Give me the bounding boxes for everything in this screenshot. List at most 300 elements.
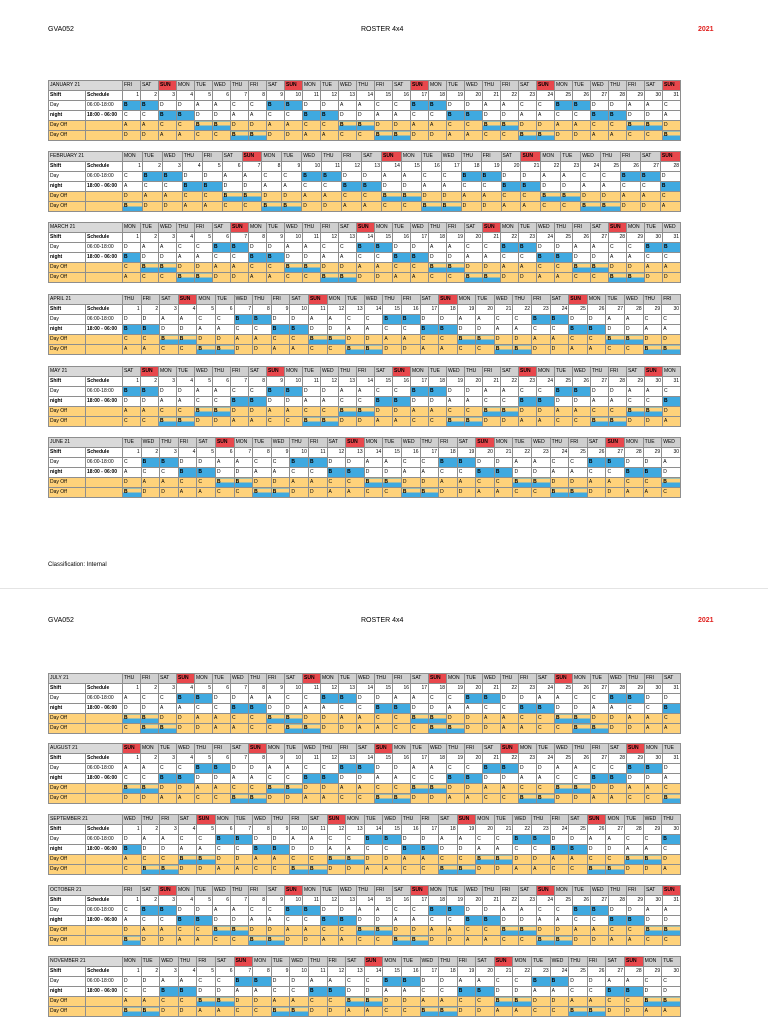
date-cell: 8 xyxy=(253,825,272,835)
row-label: night xyxy=(49,774,86,784)
crew-cell: B xyxy=(346,345,365,355)
crew-cell: D xyxy=(519,916,537,926)
classification-label: Classification: Internal xyxy=(48,562,107,568)
crew-cell: C xyxy=(308,855,327,865)
crew-cell: A xyxy=(195,253,213,263)
crew-cell: C xyxy=(222,202,242,212)
date-cell: 18 xyxy=(439,825,458,835)
weekday-cell: TUE xyxy=(346,295,365,305)
crew-cell: C xyxy=(285,774,303,784)
date-row xyxy=(49,91,681,101)
row-label: Day xyxy=(49,243,86,253)
crew-cell: D xyxy=(321,724,339,734)
crew-cell: C xyxy=(271,865,290,875)
crew-cell: A xyxy=(375,906,393,916)
weekday-cell: MON xyxy=(123,957,142,967)
crew-cell: B xyxy=(178,855,197,865)
crew-cell: D xyxy=(609,263,627,273)
date-cell: 29 xyxy=(627,377,645,387)
crew-cell: D xyxy=(303,784,321,794)
weekday-cell: FRI xyxy=(532,295,551,305)
date-cell: 25 xyxy=(555,896,573,906)
crew-cell: C xyxy=(213,253,231,263)
crew-cell: A xyxy=(587,997,606,1007)
crew-cell: C xyxy=(609,407,627,417)
crew-cell: D xyxy=(213,111,231,121)
date-cell: 1 xyxy=(123,305,142,315)
crew-cell: B xyxy=(267,714,285,724)
weekday-cell: WED xyxy=(213,886,231,896)
crew-cell: B xyxy=(483,407,501,417)
crew-cell: B xyxy=(141,325,160,335)
crew-cell: D xyxy=(441,192,461,202)
crew-cell: D xyxy=(627,774,645,784)
crew-cell: C xyxy=(513,845,532,855)
crew-cell: D xyxy=(569,478,588,488)
date-cell: 29 xyxy=(627,91,645,101)
weekday-cell: SAT xyxy=(393,81,411,91)
crew-cell: A xyxy=(645,784,663,794)
crew-cell: B xyxy=(662,478,681,488)
crew-cell: A xyxy=(375,774,393,784)
crew-cell: D xyxy=(357,916,375,926)
weekday-cell: SAT xyxy=(645,886,663,896)
date-cell: 14 xyxy=(364,305,383,315)
date-cell: 21 xyxy=(494,305,513,315)
date-cell: 5 xyxy=(197,448,216,458)
crew-cell: B xyxy=(375,397,393,407)
day-row xyxy=(49,243,681,253)
month-table-april xyxy=(48,294,681,355)
crew-cell: C xyxy=(401,325,420,335)
crew-cell: B xyxy=(401,977,420,987)
date-cell: 18 xyxy=(429,233,447,243)
crew-cell: A xyxy=(393,694,411,704)
crew-cell: D xyxy=(627,906,645,916)
weekday-cell: SAT xyxy=(627,367,645,377)
crew-cell: B xyxy=(494,468,513,478)
crew-cell: D xyxy=(411,243,429,253)
crew-cell: A xyxy=(231,906,249,916)
crew-cell: D xyxy=(383,468,402,478)
date-cell: 28 xyxy=(625,305,644,315)
crew-cell: C xyxy=(393,263,411,273)
weekday-cell: WED xyxy=(643,815,662,825)
crew-cell: D xyxy=(476,325,495,335)
date-cell: 27 xyxy=(591,754,609,764)
crew-cell: C xyxy=(383,325,402,335)
crew-cell: D xyxy=(457,488,476,498)
crew-cell: C xyxy=(141,273,159,283)
date-cell: 5 xyxy=(195,91,213,101)
crew-cell: A xyxy=(142,192,162,202)
crew-cell: B xyxy=(625,987,644,997)
crew-cell: B xyxy=(393,936,411,946)
crew-cell: C xyxy=(625,997,644,1007)
date-cell: 5 xyxy=(202,162,222,172)
date-cell: 5 xyxy=(195,377,213,387)
date-cell: 15 xyxy=(375,896,393,906)
crew-cell: C xyxy=(555,774,573,784)
weekday-row xyxy=(49,438,681,448)
crew-cell: B xyxy=(159,724,177,734)
crew-cell: A xyxy=(364,865,383,875)
row-label: Day Off xyxy=(49,724,86,734)
date-row xyxy=(49,825,681,835)
shift-label: Shift xyxy=(49,233,86,243)
crew-cell: A xyxy=(231,111,249,121)
date-cell: 27 xyxy=(606,825,625,835)
schedule-label: Schedule xyxy=(86,754,123,764)
crew-cell: C xyxy=(213,397,231,407)
crew-cell: A xyxy=(555,407,573,417)
weekday-cell: SAT xyxy=(197,438,216,448)
crew-cell: C xyxy=(483,397,501,407)
crew-cell: A xyxy=(321,131,339,141)
weekday-cell: WED xyxy=(321,367,339,377)
crew-cell: B xyxy=(627,916,645,926)
crew-cell: C xyxy=(662,977,681,987)
crew-cell: D xyxy=(308,1007,327,1017)
crew-cell: C xyxy=(465,926,483,936)
crew-cell: C xyxy=(393,906,411,916)
shift-label: Shift xyxy=(49,754,86,764)
crew-cell: B xyxy=(457,987,476,997)
crew-cell: D xyxy=(457,1007,476,1017)
crew-cell: D xyxy=(640,202,660,212)
weekday-cell: TUE xyxy=(537,744,555,754)
date-cell: 25 xyxy=(569,967,588,977)
crew-cell: A xyxy=(141,926,159,936)
crew-cell: C xyxy=(195,794,213,804)
crew-cell: B xyxy=(346,468,365,478)
crew-cell: B xyxy=(591,417,609,427)
date-cell: 31 xyxy=(663,754,681,764)
crew-cell: C xyxy=(591,407,609,417)
crew-cell: D xyxy=(555,243,573,253)
crew-cell: A xyxy=(519,724,537,734)
crew-cell: A xyxy=(182,202,202,212)
month-table-may xyxy=(48,366,681,427)
crew-cell: D xyxy=(609,387,627,397)
crew-cell: D xyxy=(662,987,681,997)
crew-cell: D xyxy=(290,977,309,987)
crew-cell: B xyxy=(141,906,159,916)
crew-cell: D xyxy=(521,172,541,182)
row-label: Day Off xyxy=(49,784,86,794)
crew-cell: D xyxy=(253,345,272,355)
crew-cell: C xyxy=(375,784,393,794)
date-cell: 27 xyxy=(591,91,609,101)
crew-cell: C xyxy=(327,997,346,1007)
crew-cell: B xyxy=(249,704,267,714)
date-cell: 13 xyxy=(339,233,357,243)
date-cell: 30 xyxy=(662,305,681,315)
crew-cell: A xyxy=(537,916,555,926)
crew-cell: A xyxy=(660,202,680,212)
crew-cell: C xyxy=(213,936,231,946)
weekday-cell: THU xyxy=(339,367,357,377)
crew-cell: C xyxy=(606,997,625,1007)
date-cell: 21 xyxy=(483,684,501,694)
crew-cell: A xyxy=(357,101,375,111)
weekday-cell: SUN xyxy=(197,815,216,825)
crew-cell: B xyxy=(573,906,591,916)
date-cell: 3 xyxy=(159,233,177,243)
date-cell: 14 xyxy=(364,967,383,977)
date-cell: 30 xyxy=(645,377,663,387)
crew-cell: D xyxy=(609,714,627,724)
date-cell: 13 xyxy=(339,377,357,387)
day-row xyxy=(49,977,681,987)
row-label: Day Off xyxy=(49,855,86,865)
crew-cell: D xyxy=(159,936,177,946)
crew-cell: A xyxy=(213,263,231,273)
crew-cell: B xyxy=(569,488,588,498)
crew-cell: C xyxy=(429,694,447,704)
crew-cell: C xyxy=(253,865,272,875)
crew-cell: B xyxy=(267,936,285,946)
crew-cell: A xyxy=(362,202,382,212)
row-time xyxy=(86,121,123,131)
weekday-cell: TUE xyxy=(267,223,285,233)
date-cell: 26 xyxy=(587,305,606,315)
crew-cell: B xyxy=(481,172,501,182)
row-label: Day Off xyxy=(49,936,86,946)
off1-row xyxy=(49,784,681,794)
night-row xyxy=(49,916,681,926)
weekday-cell: MON xyxy=(447,674,465,684)
crew-cell: D xyxy=(339,906,357,916)
weekday-cell: MON xyxy=(383,957,402,967)
crew-cell: D xyxy=(285,936,303,946)
weekday-cell: FRI xyxy=(308,438,327,448)
crew-cell: C xyxy=(285,417,303,427)
weekday-cell: SUN xyxy=(357,223,375,233)
crew-cell: C xyxy=(591,694,609,704)
crew-cell: D xyxy=(222,182,242,192)
crew-cell: B xyxy=(447,111,465,121)
date-cell: 17 xyxy=(411,377,429,387)
crew-cell: D xyxy=(555,926,573,936)
crew-cell: D xyxy=(357,111,375,121)
weekday-cell: FRI xyxy=(591,744,609,754)
crew-cell: A xyxy=(123,855,142,865)
weekday-cell: WED xyxy=(663,223,681,233)
crew-cell: D xyxy=(364,468,383,478)
crew-cell: A xyxy=(178,845,197,855)
crew-cell: B xyxy=(267,784,285,794)
date-cell: 8 xyxy=(249,377,267,387)
weekday-cell: THU xyxy=(573,744,591,754)
crew-cell: C xyxy=(550,458,569,468)
date-cell: 17 xyxy=(411,91,429,101)
off1-row xyxy=(49,335,681,345)
crew-cell: C xyxy=(290,855,309,865)
crew-cell: D xyxy=(663,273,681,283)
date-cell: 31 xyxy=(663,377,681,387)
date-cell: 24 xyxy=(537,684,555,694)
shift-label: Shift xyxy=(49,684,86,694)
crew-cell: B xyxy=(383,478,402,488)
date-cell: 3 xyxy=(160,448,179,458)
crew-cell: B xyxy=(569,325,588,335)
weekday-cell: TUE xyxy=(303,367,321,377)
date-cell: 27 xyxy=(591,377,609,387)
crew-cell: B xyxy=(231,704,249,714)
crew-cell: C xyxy=(197,835,216,845)
crew-cell: B xyxy=(160,865,179,875)
crew-cell: A xyxy=(123,345,142,355)
weekday-cell: SAT xyxy=(606,957,625,967)
weekday-cell: SAT xyxy=(519,886,537,896)
crew-cell: A xyxy=(465,253,483,263)
crew-cell: B xyxy=(375,704,393,714)
weekday-cell: TUE xyxy=(141,223,159,233)
crew-cell: B xyxy=(439,458,458,468)
crew-cell: A xyxy=(327,845,346,855)
crew-cell: D xyxy=(346,335,365,345)
date-cell: 11 xyxy=(303,896,321,906)
date-cell: 15 xyxy=(401,162,421,172)
crew-cell: B xyxy=(457,865,476,875)
crew-cell: D xyxy=(494,335,513,345)
weekday-cell: SAT xyxy=(457,438,476,448)
row-label: Day Off xyxy=(49,926,86,936)
weekday-cell: MON xyxy=(234,438,253,448)
crew-cell: C xyxy=(303,121,321,131)
crew-cell: C xyxy=(327,835,346,845)
crew-cell: A xyxy=(609,397,627,407)
date-cell: 6 xyxy=(222,162,242,172)
crew-cell: A xyxy=(123,694,141,704)
date-cell: 26 xyxy=(573,684,591,694)
shift-label: Shift xyxy=(49,305,86,315)
date-cell: 10 xyxy=(285,896,303,906)
crew-cell: C xyxy=(519,784,537,794)
crew-cell: A xyxy=(645,906,663,916)
weekday-cell: SAT xyxy=(640,152,660,162)
date-cell: 11 xyxy=(308,448,327,458)
date-cell: 3 xyxy=(159,896,177,906)
crew-cell: D xyxy=(123,131,141,141)
weekday-cell: SUN xyxy=(242,152,262,162)
crew-cell: C xyxy=(581,172,601,182)
crew-cell: C xyxy=(609,926,627,936)
day-row xyxy=(49,764,681,774)
weekday-cell: SAT xyxy=(375,367,393,377)
date-cell: 5 xyxy=(197,305,216,315)
crew-cell: D xyxy=(447,253,465,263)
weekday-cell: FRI xyxy=(375,886,393,896)
crew-cell: C xyxy=(290,335,309,345)
crew-cell: B xyxy=(141,714,159,724)
crew-cell: C xyxy=(457,468,476,478)
date-cell: 29 xyxy=(643,305,662,315)
weekday-cell: WED xyxy=(271,438,290,448)
weekday-cell: SUN xyxy=(519,367,537,377)
crew-cell: C xyxy=(447,407,465,417)
crew-cell: D xyxy=(645,417,663,427)
crew-cell: C xyxy=(429,111,447,121)
weekday-cell: SUN xyxy=(587,815,606,825)
crew-cell: A xyxy=(662,865,681,875)
crew-cell: A xyxy=(285,926,303,936)
crew-cell: D xyxy=(465,906,483,916)
crew-cell: C xyxy=(421,172,441,182)
weekday-cell: SUN xyxy=(663,81,681,91)
weekday-cell: FRI xyxy=(569,438,588,448)
crew-cell: B xyxy=(660,182,680,192)
date-cell: 22 xyxy=(501,896,519,906)
crew-cell: C xyxy=(555,724,573,734)
date-cell: 12 xyxy=(321,754,339,764)
crew-cell: A xyxy=(555,916,573,926)
date-cell: 23 xyxy=(532,825,551,835)
date-cell: 3 xyxy=(159,377,177,387)
date-cell: 28 xyxy=(609,91,627,101)
crew-cell: C xyxy=(242,202,262,212)
weekday-cell: THU xyxy=(123,674,141,684)
crew-cell: A xyxy=(501,906,519,916)
date-cell: 7 xyxy=(234,305,253,315)
crew-cell: C xyxy=(123,865,142,875)
crew-cell: B xyxy=(141,458,160,468)
date-cell: 6 xyxy=(213,684,231,694)
crew-cell: C xyxy=(141,417,159,427)
crew-cell: A xyxy=(195,101,213,111)
crew-cell: C xyxy=(573,694,591,704)
weekday-cell: SUN xyxy=(123,744,141,754)
crew-cell: C xyxy=(262,172,282,182)
weekday-cell: THU xyxy=(383,295,402,305)
date-cell: 24 xyxy=(550,305,569,315)
weekday-cell: WED xyxy=(123,815,142,825)
weekday-cell: SUN xyxy=(364,957,383,967)
weekday-cell: FRI xyxy=(481,152,501,162)
weekday-cell: FRI xyxy=(447,223,465,233)
crew-cell: B xyxy=(663,397,681,407)
crew-cell: D xyxy=(123,794,141,804)
date-cell: 21 xyxy=(483,896,501,906)
crew-cell: D xyxy=(197,458,216,468)
crew-cell: A xyxy=(253,335,272,345)
crew-cell: C xyxy=(308,997,327,1007)
crew-cell: B xyxy=(322,172,342,182)
off1-row xyxy=(49,478,681,488)
crew-cell: C xyxy=(537,906,555,916)
weekday-cell: SAT xyxy=(519,81,537,91)
crew-cell: B xyxy=(308,865,327,875)
crew-cell: B xyxy=(645,407,663,417)
crew-cell: D xyxy=(321,906,339,916)
date-cell: 5 xyxy=(195,896,213,906)
off1-row xyxy=(49,926,681,936)
row-label: Day xyxy=(49,977,86,987)
crew-cell: A xyxy=(249,774,267,784)
crew-cell: B xyxy=(213,407,231,417)
row-time xyxy=(86,784,123,794)
crew-cell: D xyxy=(322,202,342,212)
crew-cell: A xyxy=(663,263,681,273)
crew-cell: C xyxy=(645,131,663,141)
crew-cell: A xyxy=(123,764,141,774)
weekday-cell: TUE xyxy=(421,152,441,162)
crew-cell: D xyxy=(609,724,627,734)
weekday-cell: WED xyxy=(555,744,573,754)
date-cell: 14 xyxy=(357,684,375,694)
weekday-row xyxy=(49,81,681,91)
